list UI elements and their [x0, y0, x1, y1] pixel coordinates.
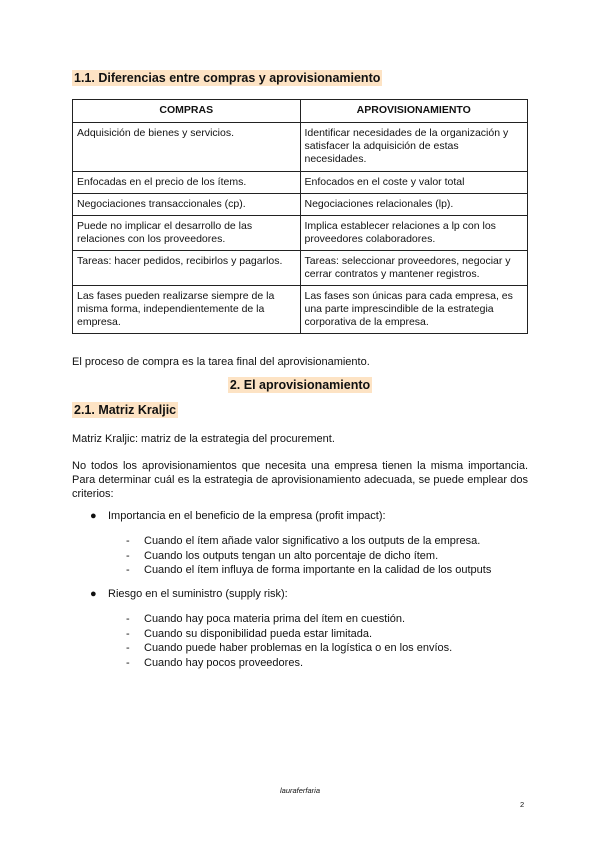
- bullet-item: [90, 510, 386, 522]
- sub-list: [126, 534, 491, 578]
- table-cell: Identificar necesidades de la organización y satisfacer la adquisición de estas necesidades.: [300, 123, 528, 172]
- list-item-text: Cuando el ítem añade valor significativo a los outputs de la empresa.: [144, 535, 481, 547]
- bullet-label: Riesgo en el suministro (supply risk):: [108, 588, 288, 600]
- table-cell: Negociaciones relacionales (lp).: [300, 194, 528, 216]
- table-cell: Las fases pueden realizarse siempre de la misma forma, independientemente de la empresa.: [73, 286, 301, 334]
- definition-paragraph: Matriz Kraljic: matriz de la estrategia del procurement.: [72, 433, 335, 445]
- footer-author: lauraferfaria: [279, 786, 321, 795]
- table-row: [73, 172, 528, 194]
- dash-icon: -: [126, 613, 130, 625]
- table-cell: Adquisición de bienes y servicios.: [73, 123, 301, 172]
- table-row: [73, 251, 528, 286]
- table-row: [73, 286, 528, 334]
- list-item: [126, 563, 491, 578]
- table-cell: Tareas: seleccionar proveedores, negociar y cerrar contratos y mantener registros.: [300, 251, 528, 286]
- table-cell: Enfocadas en el precio de los ítems.: [73, 172, 301, 194]
- section-heading-2: [0, 378, 600, 392]
- dash-icon: -: [126, 535, 130, 547]
- table-cell: Implica establecer relaciones a lp con los proveedores colaboradores.: [300, 216, 528, 251]
- section-title: 1.1. Diferencias entre compras y aprovisionamiento: [74, 71, 381, 85]
- list-item: [126, 549, 491, 564]
- list-item: [126, 534, 491, 549]
- bullet-item: [90, 588, 288, 600]
- dash-icon: -: [126, 564, 130, 576]
- list-item: [126, 641, 452, 656]
- comparison-table: [72, 99, 528, 334]
- bullet-icon: ●: [90, 588, 97, 600]
- list-item-text: Cuando hay pocos proveedores.: [144, 656, 303, 669]
- list-item-text: Cuando el ítem influya de forma importante en la calidad de los outputs: [144, 564, 492, 576]
- note-paragraph: El proceso de compra es la tarea final del aprovisionamiento.: [72, 356, 370, 368]
- table-row: [73, 123, 528, 172]
- bullet-label: Importancia en el beneficio de la empresa (profit impact):: [108, 510, 386, 522]
- list-item-text: Cuando su disponibilidad pueda estar limitada.: [144, 627, 373, 640]
- table-row: [73, 194, 528, 216]
- table-cell: Tareas: hacer pedidos, recibirlos y pagarlos.: [73, 251, 301, 286]
- list-item: [126, 656, 452, 671]
- table-cell: Puede no implicar el desarrollo de las relaciones con los proveedores.: [73, 216, 301, 251]
- bullet-icon: ●: [90, 510, 97, 522]
- section-title: 2. El aprovisionamiento: [229, 378, 371, 392]
- column-header-compras: COMPRAS: [73, 100, 301, 123]
- intro-paragraph: No todos los aprovisionamientos que necesita una empresa tienen la misma importancia. Para determinar cuál es la estrategia de aprovisionamiento adecuada, se puede emplear dos criterios:: [72, 460, 528, 500]
- dash-icon: -: [126, 549, 130, 562]
- table-cell: Negociaciones transaccionales (cp).: [73, 194, 301, 216]
- sub-list: [126, 612, 452, 670]
- list-item: [126, 612, 452, 627]
- section-heading-1-1: [72, 71, 382, 85]
- dash-icon: -: [126, 642, 130, 654]
- column-header-aprovisionamiento: APROVISIONAMIENTO: [300, 100, 528, 123]
- list-item-text: Cuando hay poca materia prima del ítem en cuestión.: [144, 613, 406, 625]
- table-cell: Enfocados en el coste y valor total: [300, 172, 528, 194]
- dash-icon: -: [126, 627, 130, 640]
- section-title: 2.1. Matriz Kraljic: [74, 403, 177, 417]
- section-heading-2-1: [72, 403, 178, 417]
- dash-icon: -: [126, 656, 130, 669]
- list-item-text: Cuando puede haber problemas en la logística o en los envíos.: [144, 642, 453, 654]
- table-cell: Las fases son únicas para cada empresa, es una parte imprescindible de la estrategia corporativa de la empresa.: [300, 286, 528, 334]
- page-number: 2: [520, 800, 525, 809]
- list-item-text: Cuando los outputs tengan un alto porcentaje de dicho ítem.: [144, 549, 439, 562]
- table-header-row: [73, 100, 528, 123]
- table-row: [73, 216, 528, 251]
- list-item: [126, 627, 452, 642]
